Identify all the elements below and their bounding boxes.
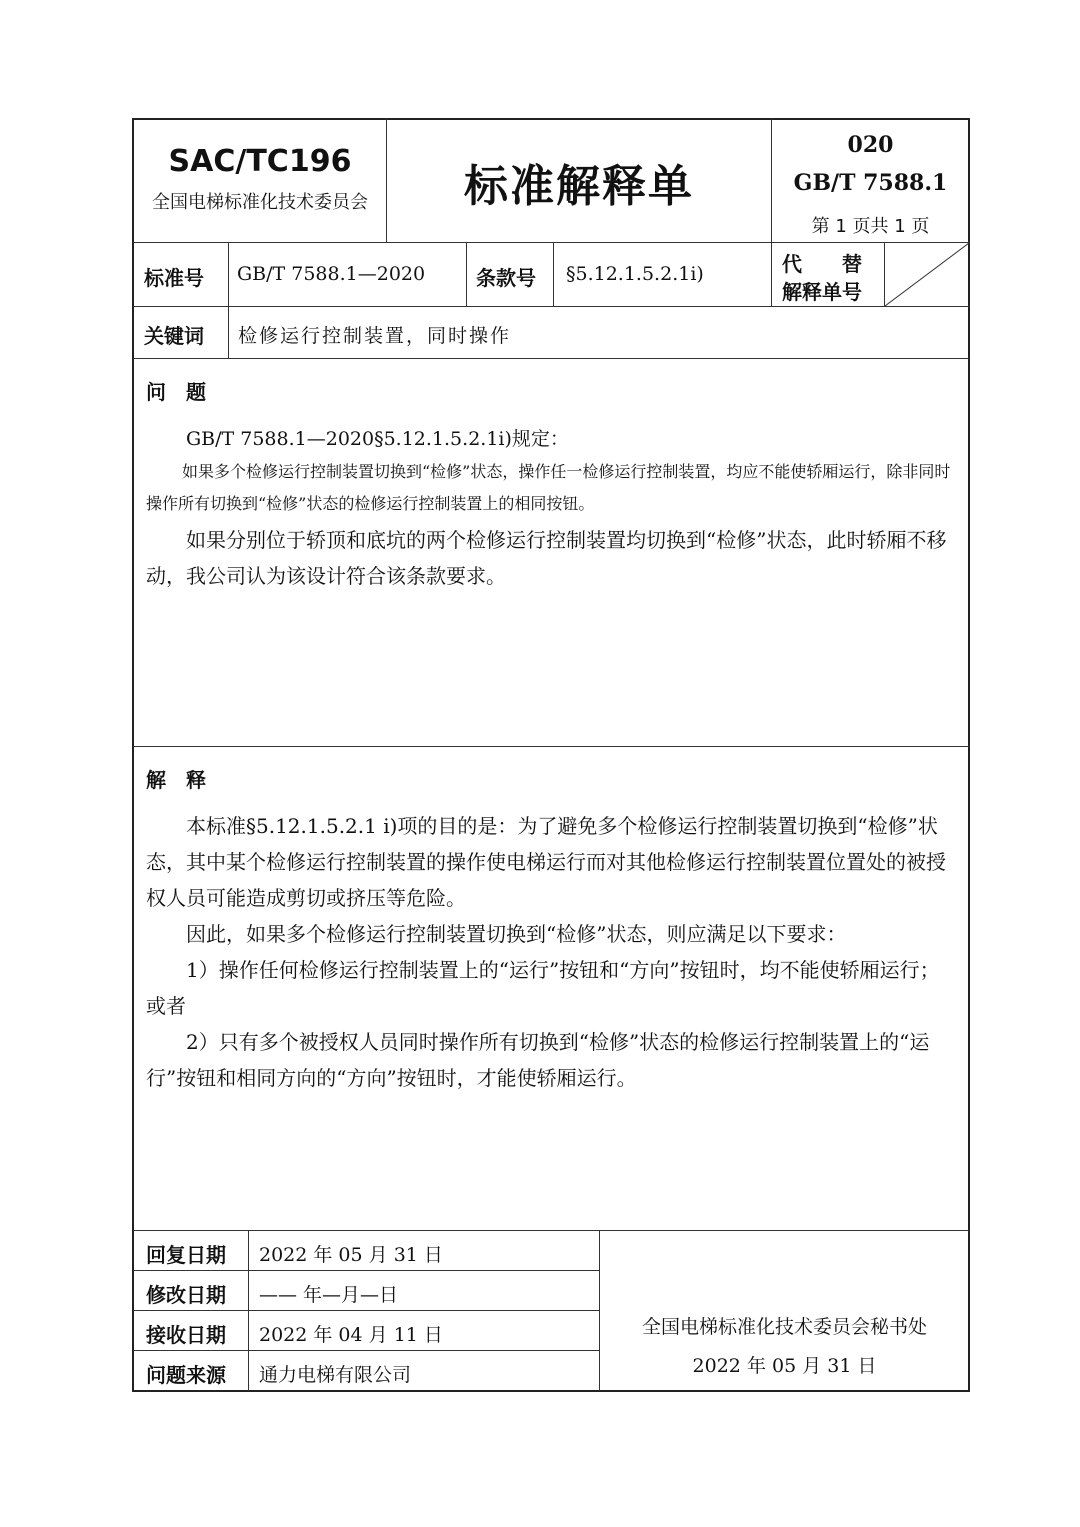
question-body: 如果分别位于轿顶和底坑的两个检修运行控制装置均切换到“检修”状态，此时轿厢不移动，我公司认为该设计符合该条款要求。 (146, 528, 947, 588)
source-value: 通力电梯有限公司 (259, 1364, 412, 1386)
modify-date-value: —— 年—月—日 (259, 1284, 399, 1306)
modify-date-label: 修改日期 (146, 1283, 226, 1307)
clause-label: 条款号 (476, 266, 536, 290)
rule (133, 1230, 969, 1231)
question-citation: GB/T 7588.1—2020§5.12.1.5.2.1i)规定： (186, 428, 569, 450)
explanation-item: 1）操作任何检修运行控制装置上的“运行”按钮和“方向”按钮时，均不能使轿厢运行；或者 (146, 958, 940, 1018)
page-title: 标准解释单 (464, 161, 694, 212)
standard-no-value: GB/T 7588.1—2020 (237, 263, 426, 285)
document-frame (132, 118, 970, 1392)
rule (466, 242, 467, 306)
keyword-value: 检修运行控制装置，同时操作 (238, 325, 512, 347)
rule (553, 242, 554, 306)
replace-label-2: 解释单号 (782, 280, 862, 304)
explanation-heading: 解 释 (146, 768, 206, 792)
rule (248, 1230, 249, 1391)
source-label: 问题来源 (146, 1363, 226, 1387)
rule (133, 242, 969, 243)
reply-date-label: 回复日期 (146, 1243, 226, 1267)
page-info: 第 1 页共 1 页 (811, 216, 930, 237)
rule (133, 358, 969, 359)
org-name: 全国电梯标准化技术委员会 (152, 192, 368, 213)
replace-label-1: 代 替 (782, 252, 862, 276)
receive-date-value: 2022 年 04 月 11 日 (259, 1324, 443, 1346)
standard-no-label: 标准号 (144, 266, 204, 290)
clause-value: §5.12.1.5.2.1i) (566, 263, 704, 285)
org-code: SAC/TC196 (168, 144, 352, 179)
question-heading: 问 题 (146, 380, 206, 404)
doc-number: 020 (847, 132, 894, 158)
receive-date-label: 接收日期 (146, 1323, 226, 1347)
explanation-paragraph: 因此，如果多个检修运行控制装置切换到“检修”状态，则应满足以下要求： (186, 922, 847, 946)
issuer: 全国电梯标准化技术委员会秘书处 (641, 1316, 927, 1338)
standard-ref: GB/T 7588.1 (793, 170, 948, 196)
rule (133, 1310, 599, 1311)
reply-date-value: 2022 年 05 月 31 日 (259, 1244, 443, 1266)
empty-cell-slash (885, 243, 969, 306)
rule (133, 1350, 599, 1351)
keyword-label: 关键词 (144, 324, 204, 348)
rule (133, 746, 969, 747)
explanation-paragraph: 本标准§5.12.1.5.2.1 i)项的目的是：为了避免多个检修运行控制装置切换到“检修”状态，其中某个检修运行控制装置的操作使电梯运行而对其他检修运行控制装置位置处的被授权人员可能造成剪切或挤压等危险。 (146, 814, 946, 910)
rule (133, 306, 969, 307)
rule (133, 1270, 599, 1271)
rule (228, 242, 229, 358)
explanation-item: 2）只有多个被授权人员同时操作所有切换到“检修”状态的检修运行控制装置上的“运行”按钮和相同方向的“方向”按钮时，才能使轿厢运行。 (146, 1030, 930, 1090)
question-quote: 如果多个检修运行控制装置切换到“检修”状态，操作任一检修运行控制装置，均应不能使轿厢运行，除非同时操作所有切换到“检修”状态的检修运行控制装置上的相同按钮。 (146, 462, 951, 513)
issue-date: 2022 年 05 月 31 日 (692, 1355, 877, 1377)
